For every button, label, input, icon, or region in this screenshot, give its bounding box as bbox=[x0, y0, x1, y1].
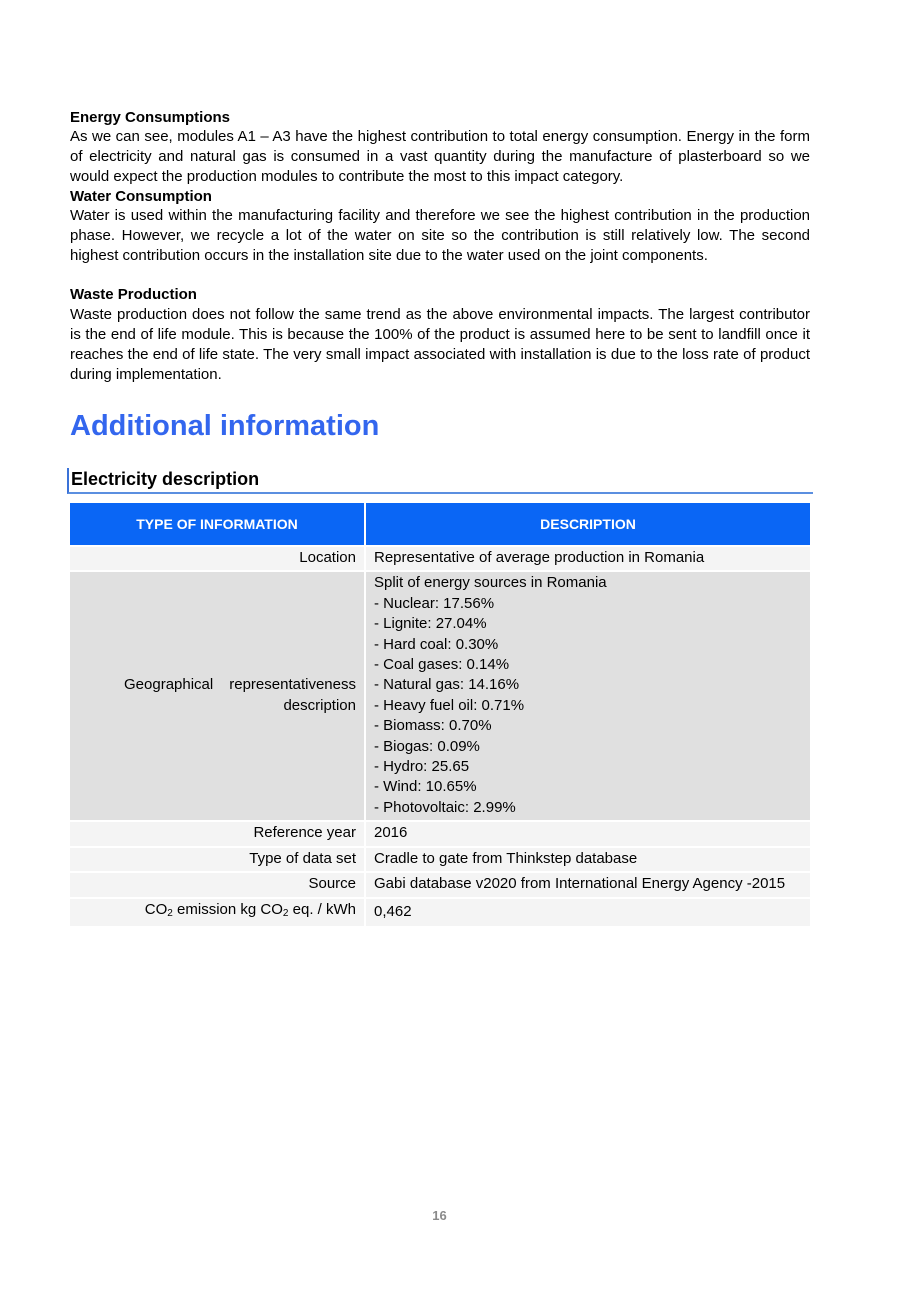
data-set-value: Cradle to gate from Thinkstep database bbox=[366, 848, 810, 871]
geographical-value bbox=[366, 572, 810, 820]
geo-line: Split of energy sources in Romania bbox=[374, 574, 607, 592]
header-description: DESCRIPTION bbox=[366, 503, 810, 545]
geo-line: - Biogas: 0.09% bbox=[374, 737, 480, 755]
electricity-heading: Electricity description bbox=[71, 469, 260, 489]
geo-line: - Photovoltaic: 2.99% bbox=[374, 798, 516, 816]
co2-label-part: CO bbox=[144, 900, 168, 918]
water-paragraph: Water is used within the manufacturing facility and therefore we see the highest contribution in the production phase. However, we recycle a lot of the water on site so the contribution is still relatively low. The second highest contribution occurs in the installation site due to the water used on the joint components. bbox=[70, 207, 810, 264]
geo-line: - Wind: 10.65% bbox=[374, 778, 477, 796]
geo-line: - Lignite: 27.04% bbox=[374, 615, 487, 633]
table-header-row bbox=[70, 503, 810, 545]
source-label: Source bbox=[70, 873, 366, 896]
data-set-label: Type of data set bbox=[70, 848, 366, 871]
table-row-source bbox=[70, 873, 810, 896]
water-heading: Water Consumption bbox=[70, 188, 212, 205]
geographical-label-line1: Geographical representativeness bbox=[124, 676, 356, 694]
geo-line: - Hard coal: 0.30% bbox=[374, 635, 499, 653]
electricity-table bbox=[70, 501, 810, 928]
geographical-label-line2: description bbox=[283, 696, 356, 714]
energy-heading: Energy Consumptions bbox=[70, 109, 231, 126]
co2-subscript: 2 bbox=[282, 907, 289, 919]
geo-line: - Biomass: 0.70% bbox=[374, 717, 492, 735]
location-label: Location bbox=[70, 547, 366, 570]
co2-value: 0,462 bbox=[366, 899, 810, 926]
table-row-co2 bbox=[70, 899, 810, 926]
geo-line: - Natural gas: 14.16% bbox=[374, 676, 520, 694]
location-value: Representative of average production in Romania bbox=[366, 547, 810, 570]
co2-label bbox=[70, 899, 366, 926]
page-number: 16 bbox=[432, 1208, 447, 1223]
table-row-location bbox=[70, 547, 810, 570]
geo-line: - Heavy fuel oil: 0.71% bbox=[374, 696, 525, 714]
electricity-heading-box bbox=[67, 468, 813, 494]
waste-paragraph: Waste production does not follow the same trend as the above environmental impacts. The largest contributor is the end of life module. This is because the 100% of the product is assumed here to be sent to landfill once it reaches the end of life state. The very small impact associated with installation is due to the loss rate of product during implementation. bbox=[70, 306, 810, 383]
co2-subscript: 2 bbox=[167, 907, 173, 919]
co2-label-part: eq. / kWh bbox=[288, 900, 356, 918]
table-row-data-set bbox=[70, 848, 810, 871]
waste-heading: Waste Production bbox=[70, 286, 197, 303]
table-row-reference-year bbox=[70, 822, 810, 845]
geo-line: - Coal gases: 0.14% bbox=[374, 656, 510, 674]
additional-info-title: Additional information bbox=[70, 410, 380, 442]
table-row-geographical bbox=[70, 572, 810, 820]
co2-label-part: emission kg CO bbox=[172, 900, 283, 918]
geographical-label bbox=[70, 572, 366, 820]
body-text bbox=[70, 108, 810, 443]
source-value: Gabi database v2020 from International Energy Agency -2015 bbox=[366, 873, 810, 896]
reference-year-label: Reference year bbox=[70, 822, 366, 845]
geo-line: - Hydro: 25.65 bbox=[374, 758, 470, 776]
header-type-of-information: TYPE OF INFORMATION bbox=[70, 503, 366, 545]
energy-paragraph: As we can see, modules A1 – A3 have the highest contribution to total energy consumption. Energy in the form of electricity and natural gas is consumed in a vast quantity during the manufacture of plasterboard so we would expect the production modules to contribute the most to this impact category. bbox=[70, 128, 810, 185]
reference-year-value: 2016 bbox=[366, 822, 810, 845]
geo-line: - Nuclear: 17.56% bbox=[374, 594, 495, 612]
